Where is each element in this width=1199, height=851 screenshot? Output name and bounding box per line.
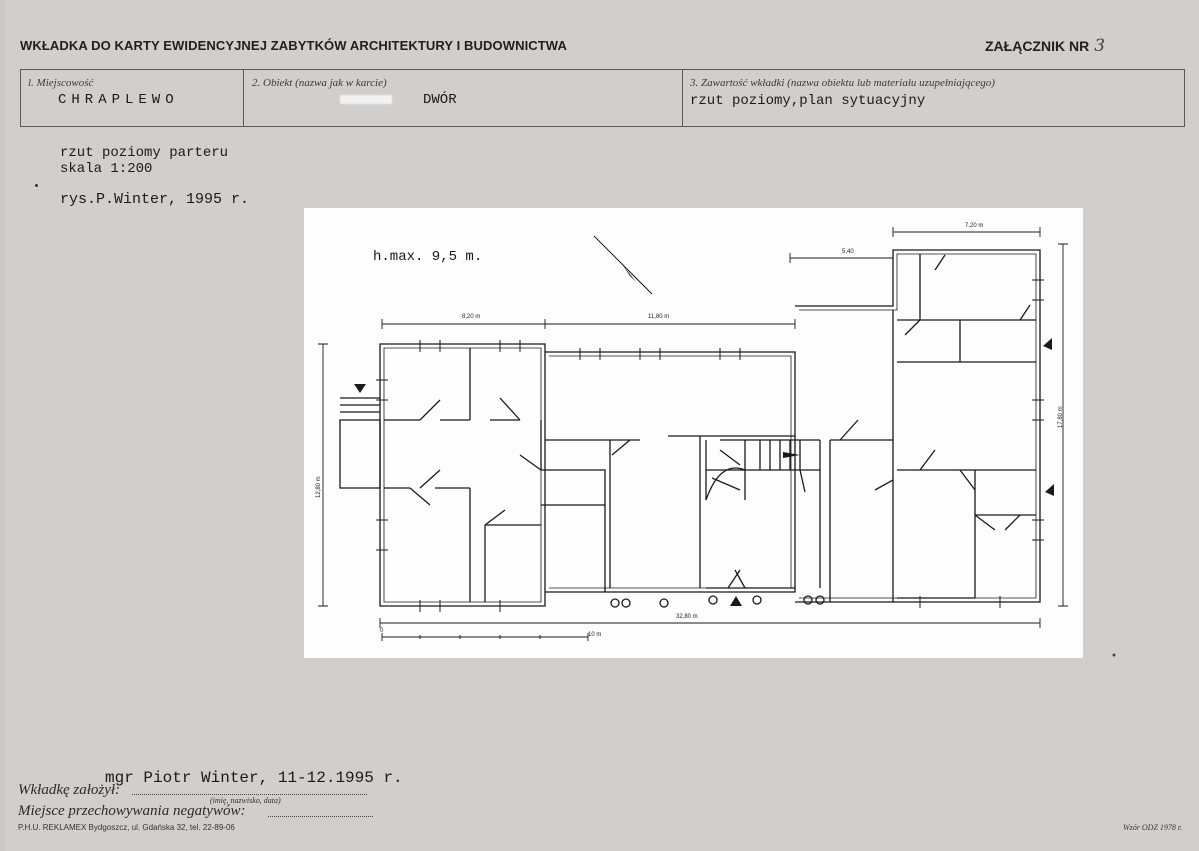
stair-arrow xyxy=(783,452,800,458)
dimension-label: 7,20 m xyxy=(965,223,984,229)
plan-wall xyxy=(384,348,541,602)
scale-start: 0 xyxy=(380,628,384,634)
dimension-label: 5,40 xyxy=(842,249,854,255)
scale-end: 10 m xyxy=(588,632,602,638)
staircase xyxy=(706,440,820,500)
founder-dotted-line xyxy=(132,794,367,795)
dimension-label: 8,20 m xyxy=(462,314,481,320)
dimension-label: 12,80 m xyxy=(316,476,322,498)
plan-wall xyxy=(340,420,380,488)
entrance-marker xyxy=(1043,338,1052,350)
dimension-label: 17,80 m xyxy=(1058,406,1064,428)
plan-wall xyxy=(380,344,545,606)
entrance-marker xyxy=(354,384,366,393)
column xyxy=(709,596,717,604)
caption-line-2: skala 1:200 xyxy=(60,161,153,177)
column xyxy=(622,599,630,607)
attachment-number-value: 3 xyxy=(1094,36,1106,56)
content-label: 3. Zawartość wkładki (nazwa obiektu lub materiału uzupełniającego) xyxy=(690,77,995,89)
column xyxy=(804,596,812,604)
form-model: Wzór ODZ 1978 r. xyxy=(1123,823,1183,832)
column xyxy=(816,596,824,604)
entrance-marker xyxy=(730,596,742,606)
plan-wall xyxy=(384,488,470,602)
plan-wall xyxy=(897,254,1036,362)
printer-info: P.H.U. REKLAMEX Bydgoszcz, ul. Gdańska 32, tel. 22-89-06 xyxy=(18,823,235,832)
plan-wall xyxy=(545,436,795,588)
storage-label: Miejsce przechowywania negatywów: xyxy=(18,803,246,819)
object-label: 2. Obiekt (nazwa jak w karcie) xyxy=(252,77,387,89)
column xyxy=(611,599,619,607)
north-arrow xyxy=(594,236,652,294)
caption-line-3: rys.P.Winter, 1995 r. xyxy=(60,191,250,208)
plan-wall xyxy=(795,250,1040,602)
dimension-line xyxy=(382,319,795,329)
plan-wall xyxy=(830,310,893,602)
column xyxy=(660,599,668,607)
scale-bar xyxy=(382,633,588,641)
locality-value: CHRAPLEWO xyxy=(58,92,179,108)
dimension-line xyxy=(380,618,1040,628)
caption-line-1: rzut poziomy parteru xyxy=(60,145,229,161)
plan-wall xyxy=(545,352,795,592)
column xyxy=(753,596,761,604)
dimension-label: 11,80 m xyxy=(648,314,670,320)
attachment-label: ZAŁĄCZNIK NR xyxy=(985,38,1090,54)
entrance-marker xyxy=(1045,484,1054,496)
plan-wall xyxy=(384,348,520,420)
locality-label: l. Miejscowość xyxy=(28,77,94,89)
founder-hint: (imię, nazwisko, data) xyxy=(210,796,281,805)
dimension-line xyxy=(318,344,328,606)
dimension-label: 32,80 m xyxy=(676,614,698,620)
window-marks xyxy=(376,280,1044,612)
door-swing xyxy=(410,255,1030,588)
founder-value: mgr Piotr Winter, 11-12.1995 r. xyxy=(105,769,403,787)
plan-wall xyxy=(549,356,791,588)
content-value: rzut poziomy,plan sytuacyjny xyxy=(690,93,926,109)
plan-wall xyxy=(340,398,380,412)
north-arrow-head xyxy=(622,264,636,282)
ink-dot xyxy=(1113,654,1116,657)
founder-label: Wkładkę założył: xyxy=(18,782,121,798)
object-value: DWÓR xyxy=(423,92,457,108)
form-title: WKŁADKA DO KARTY EWIDENCYJNEJ ZABYTKÓW ARCHITEKTURY I BUDOWNICTWA xyxy=(20,38,567,53)
storage-dotted-line xyxy=(268,816,373,817)
height-note: h.max. 9,5 m. xyxy=(373,249,483,265)
plan-wall xyxy=(897,470,1036,598)
